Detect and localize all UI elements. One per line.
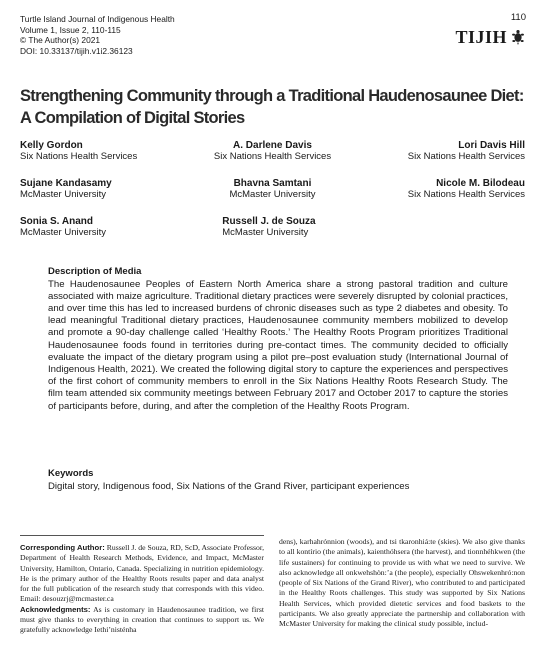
keywords-body: Digital story, Indigenous food, Six Nations of the Grand River, participant experiences: [48, 480, 410, 492]
description-body: The Haudenosaunee Peoples of Eastern North America share a strong pastoral tradition and culture associated with maize agriculture. Traditional dietary practices were severely disrupted by colonial practices, and over time this has led to increased burdens of chronic diseases such as type 2 diabetes and obesity. To lead meaningful Traditional dietary practices, Haudenosaunee community members mobilized to develop and promote a 90-day challenge called ‘Healthy Roots.’ The Healthy Roots Program prioritizes Traditional Haudenosaunee foods found in territories during pre-contact times. The community decided to officially evaluate the impact of the dietary program using a pilot pre–post evaluation study (International Journal of Indigenous Health, 2021). We created the following digital story to capture the experiences and perspectives of the first cohort of community members to enroll in the Six Nations Healthy Roots Research Study. The film team attended six community meetings between February 2017 and October 2017 to capture the stories of participants before, during, and after the completion of the Healthy Roots Program.: [48, 278, 508, 412]
journal-volume: Volume 1, Issue 2, 110-115: [20, 24, 121, 35]
author-list: [20, 140, 525, 254]
footnote-left: [20, 543, 264, 636]
author-row: [20, 216, 525, 254]
page-number: 110: [510, 12, 526, 23]
keywords-section: [48, 468, 508, 493]
journal-name: Turtle Island Journal of Indigenous Health: [20, 14, 175, 24]
author: [188, 178, 356, 216]
journal-logo: [455, 28, 526, 46]
author-row: [20, 140, 525, 178]
author-name: Kelly Gordon: [20, 140, 83, 151]
author: [357, 178, 525, 216]
keywords-heading: Keywords: [48, 468, 94, 479]
author: [188, 216, 357, 254]
author-affiliation: McMaster University: [229, 189, 316, 200]
author-name: Russell J. de Souza: [222, 216, 316, 227]
author-affiliation: Six Nations Health Services: [407, 151, 525, 162]
author-affiliation: McMaster University: [20, 227, 107, 238]
corresponding-text: Russell J. de Souza, RD, ScD, Associate Professor, Department of Health Research Methods, Evidence, and Impact, McMaster University, Hamilton, Ontario, Canada. Specializing in nutrition epidemiology. He is the primary author of the Healthy Roots results paper and data analyst for the full publication of the research study that corresponds with this video. Email: desouzrj@mcmaster.ca: [20, 543, 264, 604]
corresponding-label: Corresponding Author:: [20, 543, 105, 552]
acknowledgments-label: Acknowledgments:: [20, 604, 91, 614]
author-name: A. Darlene Davis: [233, 140, 312, 151]
logo-text: TIJIH: [455, 27, 507, 47]
author-affiliation: Six Nations Health Services: [407, 189, 525, 200]
journal-doi[interactable]: DOI: 10.33137/tijih.v1i2.36123: [20, 45, 133, 56]
author: [20, 178, 188, 216]
journal-header: [20, 14, 175, 56]
footnote-divider: [20, 535, 264, 536]
turtle-icon: [510, 29, 526, 45]
author: [20, 140, 188, 178]
journal-copyright: © The Author(s) 2021: [20, 35, 101, 46]
author-empty: [357, 216, 525, 254]
author-name: Bhavna Samtani: [233, 178, 312, 189]
author: [357, 140, 525, 178]
footnote-right: [279, 537, 525, 630]
header-right: [455, 12, 526, 46]
acknowledgments-text: As is customary in Haudenosaunee tradition, we first must give thanks to everything in creation that continues to support us. We gratefully acknowledge Iethi’nisténha: [20, 604, 264, 635]
article-title: Strengthening Community through a Traditional Haudenosaunee Diet: A Compilation of Digital Stories: [20, 87, 524, 127]
author-affiliation: McMaster University: [222, 227, 309, 238]
author-affiliation: Six Nations Health Services: [20, 151, 138, 162]
author: [20, 216, 188, 254]
description-heading: Description of Media: [48, 266, 142, 277]
author-name: Nicole M. Bilodeau: [436, 178, 525, 189]
author-name: Sonia S. Anand: [20, 216, 93, 227]
author-affiliation: McMaster University: [20, 189, 107, 200]
acknowledgments-note: [20, 605, 264, 636]
author-row: [20, 178, 525, 216]
description-section: [48, 266, 508, 413]
author-affiliation: Six Nations Health Services: [213, 151, 332, 162]
author: [188, 140, 356, 178]
author-name: Sujane Kandasamy: [20, 178, 112, 189]
acknowledgments-continued: dens), karhahrónnion (woods), and tsi tkaronhiá:te (skies). We also give thanks to all kontírio (the animals), kaienthóhsera (the harvest), and tionnhéhkwen (the life sustainers) for continuing to provide us with what we need to survive. We also acknowledge all onkwehshòn:’a (the people), especially Ohswekenhró:non (people of Six Nations of the Grand River), who contributed to and participated in the Healthy Roots challenges. This study was supported by Six Nations Health Services, which provided dietetic services and food baskets to the participants. We also greatly appreciate the partnership and collaboration with McMaster University for making the clinical study possible, includ-: [279, 537, 525, 629]
author-name: Lori Davis Hill: [458, 140, 525, 151]
corresponding-author-note: [20, 543, 264, 605]
